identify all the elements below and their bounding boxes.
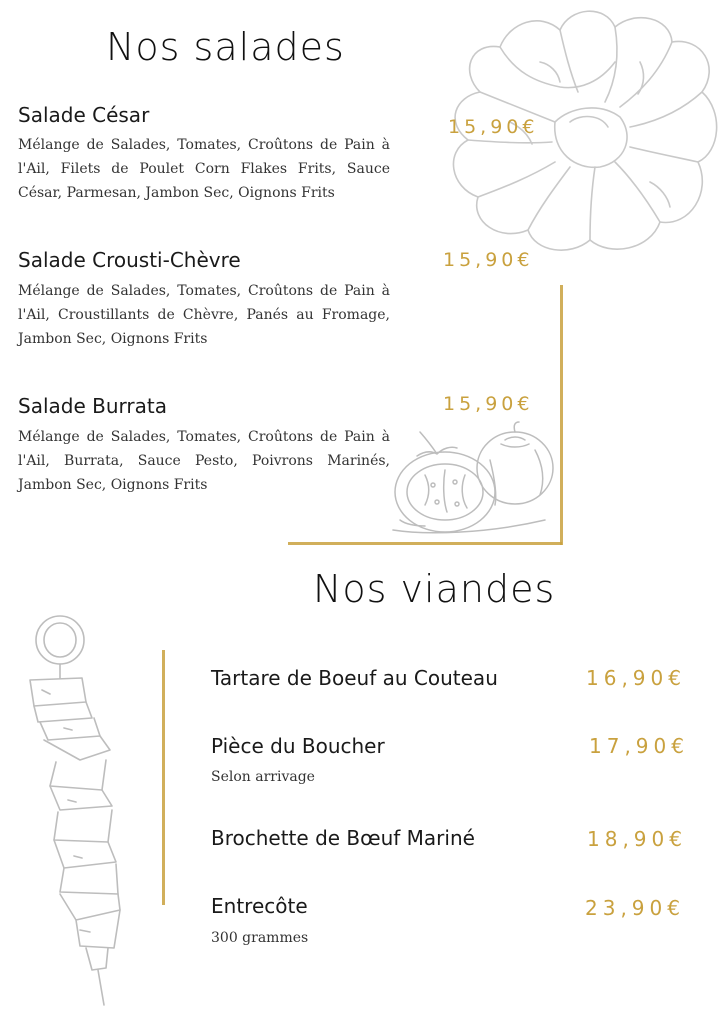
salad-cesar-price: 15,90€	[448, 116, 539, 138]
salad-crousti-chevre-description: Mélange de Salades, Tomates, Croûtons de Pain à l'Ail, Croustillants de Chèvre, Panés au Fromage, Jambon Sec, Oignons Frits	[18, 283, 390, 347]
salad-crousti-chevre-price: 15,90€	[443, 249, 534, 271]
gold-divider-horizontal-salads	[288, 542, 562, 545]
salad-burrata-price: 15,90€	[443, 393, 534, 415]
salad-cesar-description: Mélange de Salades, Tomates, Croûtons de Pain à l'Ail, Filets de Poulet Corn Flakes Frits, Sauce César, Parmesan, Jambon Sec, Oignons Frits	[18, 137, 390, 201]
meat-piece-boucher-note: Selon arrivage	[211, 769, 315, 785]
meat-brochette-name: Brochette de Bœuf Mariné	[211, 826, 475, 850]
meat-entrecote-price: 23,90€	[585, 896, 685, 920]
salad-cesar-name: Salade César	[18, 103, 150, 127]
meat-entrecote-note: 300 grammes	[211, 930, 309, 946]
salad-burrata-description: Mélange de Salades, Tomates, Croûtons de Pain à l'Ail, Burrata, Sauce Pesto, Poivrons Marinés, Jambon Sec, Oignons Frits	[18, 429, 390, 493]
skewer-illustration	[20, 610, 140, 1010]
gold-divider-vertical-meats	[162, 650, 165, 905]
meat-entrecote-name: Entrecôte	[211, 894, 308, 918]
meat-tartare-name: Tartare de Boeuf au Couteau	[211, 666, 498, 690]
meat-tartare-price: 16,90€	[586, 666, 686, 690]
gold-divider-vertical-salads	[560, 285, 563, 545]
meat-piece-boucher-name: Pièce du Boucher	[211, 734, 385, 758]
salad-burrata-name: Salade Burrata	[18, 394, 167, 418]
meat-brochette-price: 18,90€	[587, 827, 687, 851]
salads-section-title: Nos salades	[106, 25, 345, 69]
salad-crousti-chevre-name: Salade Crousti-Chèvre	[18, 248, 241, 272]
tomato-illustration	[385, 420, 560, 540]
meat-piece-boucher-price: 17,90€	[589, 734, 689, 758]
meats-section-title: Nos viandes	[313, 567, 556, 611]
